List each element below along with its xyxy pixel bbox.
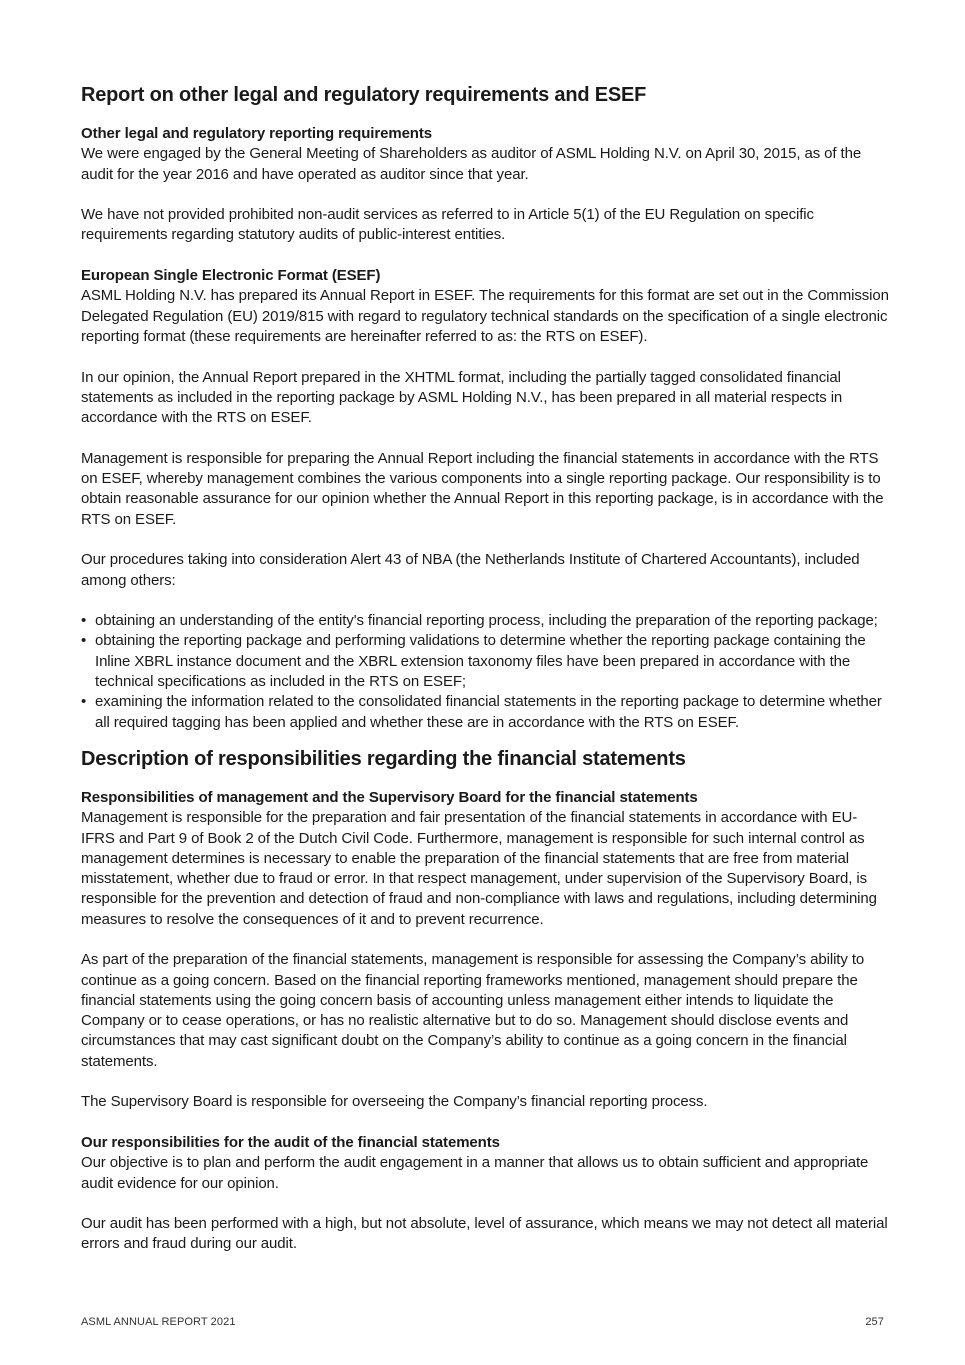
list-item <box>81 611 889 631</box>
paragraph: In our opinion, the Annual Report prepared in the XHTML format, including the partially tagged consolidated financial statements as included in the reporting package by ASML Holding N.V., has been prepared in all material respects in accordance with the RTS on ESEF. <box>81 368 843 427</box>
paragraph: The Supervisory Board is responsible for overseeing the Company’s financial reporting process. <box>81 1093 708 1111</box>
bullet-icon: • <box>81 693 87 711</box>
paragraph: Our audit has been performed with a high, but not absolute, level of assurance, which means we may not detect all material errors and fraud during our audit. <box>81 1215 888 1253</box>
paragraph: Management is responsible for preparing the Annual Report including the financial statements in accordance with the RTS on ESEF, whereby management combines the various components into a single reporting package. Our responsibility is to obtain reasonable assurance for our opinion whether the Annual Report in this reporting package, is in accordance with the RTS on ESEF. <box>81 449 884 528</box>
bullet-icon: • <box>81 632 87 650</box>
section-title-legal-esef: Report on other legal and regulatory requirements and ESEF <box>81 84 647 106</box>
paragraph: Our objective is to plan and perform the audit engagement in a manner that allows us to obtain sufficient and appropriate audit evidence for our opinion. <box>81 1154 869 1192</box>
paragraph: Management is responsible for the preparation and fair presentation of the financial statements in accordance with EU-IFRS and Part 9 of Book 2 of the Dutch Civil Code. Furthermore, management is responsible for such internal control as management determines is necessary to enable the preparation of the financial statements that are free from material misstatement, whether due to fraud or error. In that respect management, under supervision of the Supervisory Board, is responsible for the prevention and detection of fraud and non-compliance with laws and regulations, including determining measures to resolve the consequences of it and to prevent recurrence. <box>81 809 877 928</box>
subheading-management-responsibilities: Responsibilities of management and the Supervisory Board for the financial statements <box>81 788 698 806</box>
list-item-text: obtaining the reporting package and performing validations to determine whether the reporting package containing the Inline XBRL instance document and the XBRL extension taxonomy files have been prepared in accordance with the technical specifications as included in the RTS on ESEF; <box>95 632 866 691</box>
list-item <box>81 631 889 692</box>
subheading-other-legal: Other legal and regulatory reporting requirements <box>81 125 433 142</box>
report-page <box>81 82 889 1255</box>
paragraph: We have not provided prohibited non-audit services as referred to in Article 5(1) of the EU Regulation on specific requirements regarding statutory audits of public-interest entities. <box>81 206 814 244</box>
procedures-list <box>81 611 889 733</box>
paragraph: ASML Holding N.V. has prepared its Annual Report in ESEF. The requirements for this format are set out in the Commission Delegated Regulation (EU) 2019/815 with regard to regulatory technical standards on the specification of a single electronic reporting format (these requirements are hereinafter referred to as: the RTS on ESEF). <box>81 287 889 345</box>
subheading-esef: European Single Electronic Format (ESEF) <box>81 267 381 285</box>
paragraph: Our procedures taking into consideration Alert 43 of NBA (the Netherlands Institute of Chartered Accountants), included among others: <box>81 551 860 589</box>
paragraph: As part of the preparation of the financial statements, management is responsible for assessing the Company’s ability to continue as a going concern. Based on the financial reporting frameworks mentioned, management should prepare the financial statements using the going concern basis of accounting unless management either intends to liquidate the Company or to cease operations, or has no realistic alternative but to do so. Management should disclose events and circumstances that may cast significant doubt on the Company’s ability to continue as a going concern in the financial statements. <box>81 951 865 1070</box>
list-item <box>81 692 889 733</box>
list-item-text: examining the information related to the consolidated financial statements in the reporting package to determine whether all required tagging has been applied and whether these are in accordance with the RTS on ESEF. <box>95 693 882 731</box>
subheading-auditor-responsibilities: Our responsibilities for the audit of the financial statements <box>81 1133 500 1151</box>
list-item-text: obtaining an understanding of the entity's financial reporting process, including the preparation of the reporting package; <box>95 612 878 630</box>
paragraph: We were engaged by the General Meeting of Shareholders as auditor of ASML Holding N.V. on April 30, 2015, as of the audit for the year 2016 and have operated as auditor since that year. <box>81 145 862 183</box>
section-title-responsibilities: Description of responsibilities regarding the financial statements <box>81 747 686 770</box>
footer-report-title: ASML ANNUAL REPORT 2021 <box>81 1316 236 1328</box>
page-number: 257 <box>865 1316 884 1328</box>
bullet-icon: • <box>81 612 87 630</box>
